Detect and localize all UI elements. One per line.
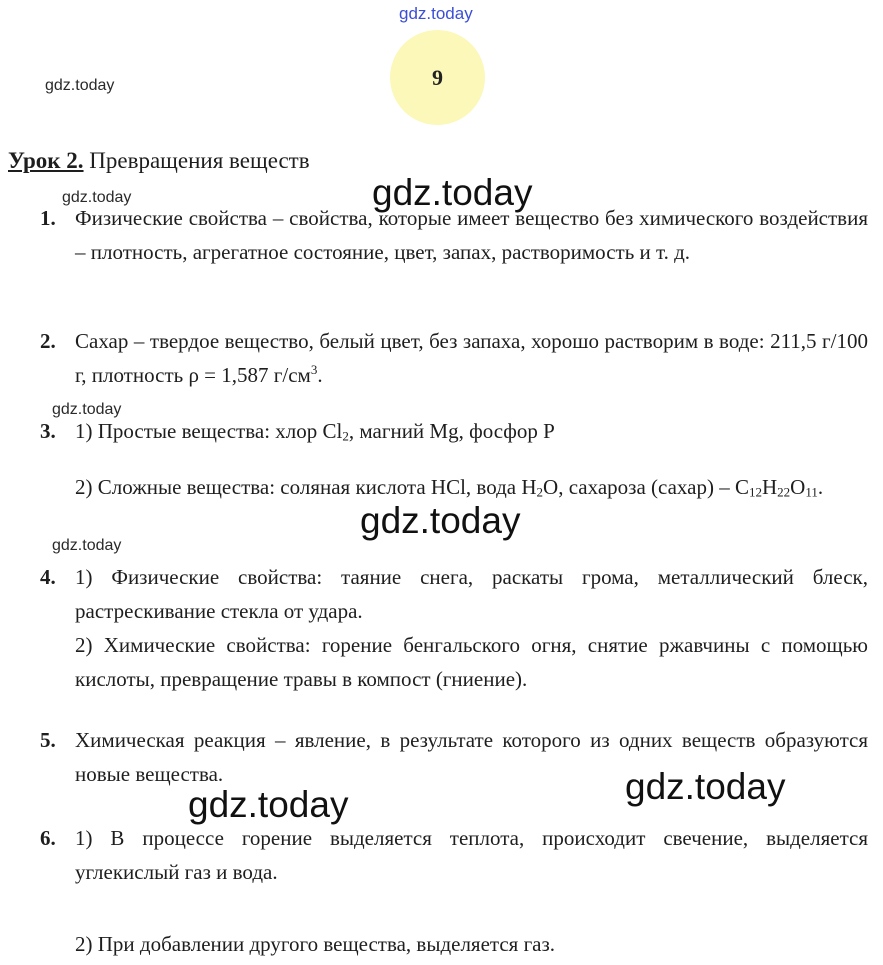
watermark: gdz.today — [360, 500, 521, 541]
item-number: 2. — [40, 329, 56, 353]
item-text: Физические свойства – свойства, которые имеет вещество без химического воздействия – плотность, агрегатное состояние, цвет, запах, растворимость и т. д. — [75, 206, 868, 264]
item-number: 1. — [40, 206, 56, 230]
answer-item — [40, 201, 868, 269]
answer-item — [40, 324, 868, 392]
item-number: 6. — [40, 826, 56, 850]
item-number: 5. — [40, 728, 56, 752]
watermark: gdz.today — [188, 784, 349, 825]
item-number: 3. — [40, 419, 56, 443]
page-title — [8, 147, 310, 175]
lesson-title: Превращения веществ — [89, 148, 310, 173]
superscript: 3 — [310, 362, 318, 378]
item-text: 1) В процессе горение выделяется теплота, происходит свечение, выделяется углекислый газ и вода. — [75, 826, 868, 884]
watermark: gdz.today — [45, 77, 115, 94]
watermark: gdz.today — [625, 766, 786, 807]
answer-item — [40, 560, 868, 696]
lesson-label: Урок 2. — [8, 148, 84, 173]
answer-item — [40, 821, 868, 961]
watermark: gdz.today — [372, 172, 533, 213]
item-text: 1) Физические свойства: таяние снега, раскаты грома, металлический блеск, растрескивание стекла от удара. — [75, 565, 868, 623]
watermark: gdz.today — [52, 401, 122, 418]
item-text: 2) При добавлении другого вещества, выделяется газ. — [75, 932, 556, 956]
item-text: Сахар – твердое вещество, белый цвет, без запаха, хорошо растворим в воде: 211,5 г/100 г, плотность ρ = 1,587 $г/см^3$. — [75, 329, 868, 387]
watermark: gdz.today — [52, 537, 122, 554]
page-number: 9 — [390, 30, 485, 125]
item-text: 2) Химические свойства: горение бенгальского огня, снятие ржавчины с помощью кислоты, превращение травы в компост (гниение). — [75, 633, 868, 691]
answer-item — [40, 414, 868, 504]
item-number: 4. — [40, 565, 56, 589]
item-text: 2) Сложные вещества: соляная кислота HCl, вода $H_2O$, сахароза (сахар) – $C_{12}H_{22}O_{11}$. — [75, 475, 824, 500]
answer-item — [40, 723, 868, 791]
watermark: gdz.today — [62, 189, 132, 206]
item-text: Химическая реакция – явление, в результате которого из одних веществ образуются новые вещества. — [75, 728, 868, 786]
watermark-top: gdz.today — [399, 4, 473, 23]
item-text: 1) Простые вещества: хлор $Cl_2$, магний Mg, фосфор P — [75, 419, 555, 444]
